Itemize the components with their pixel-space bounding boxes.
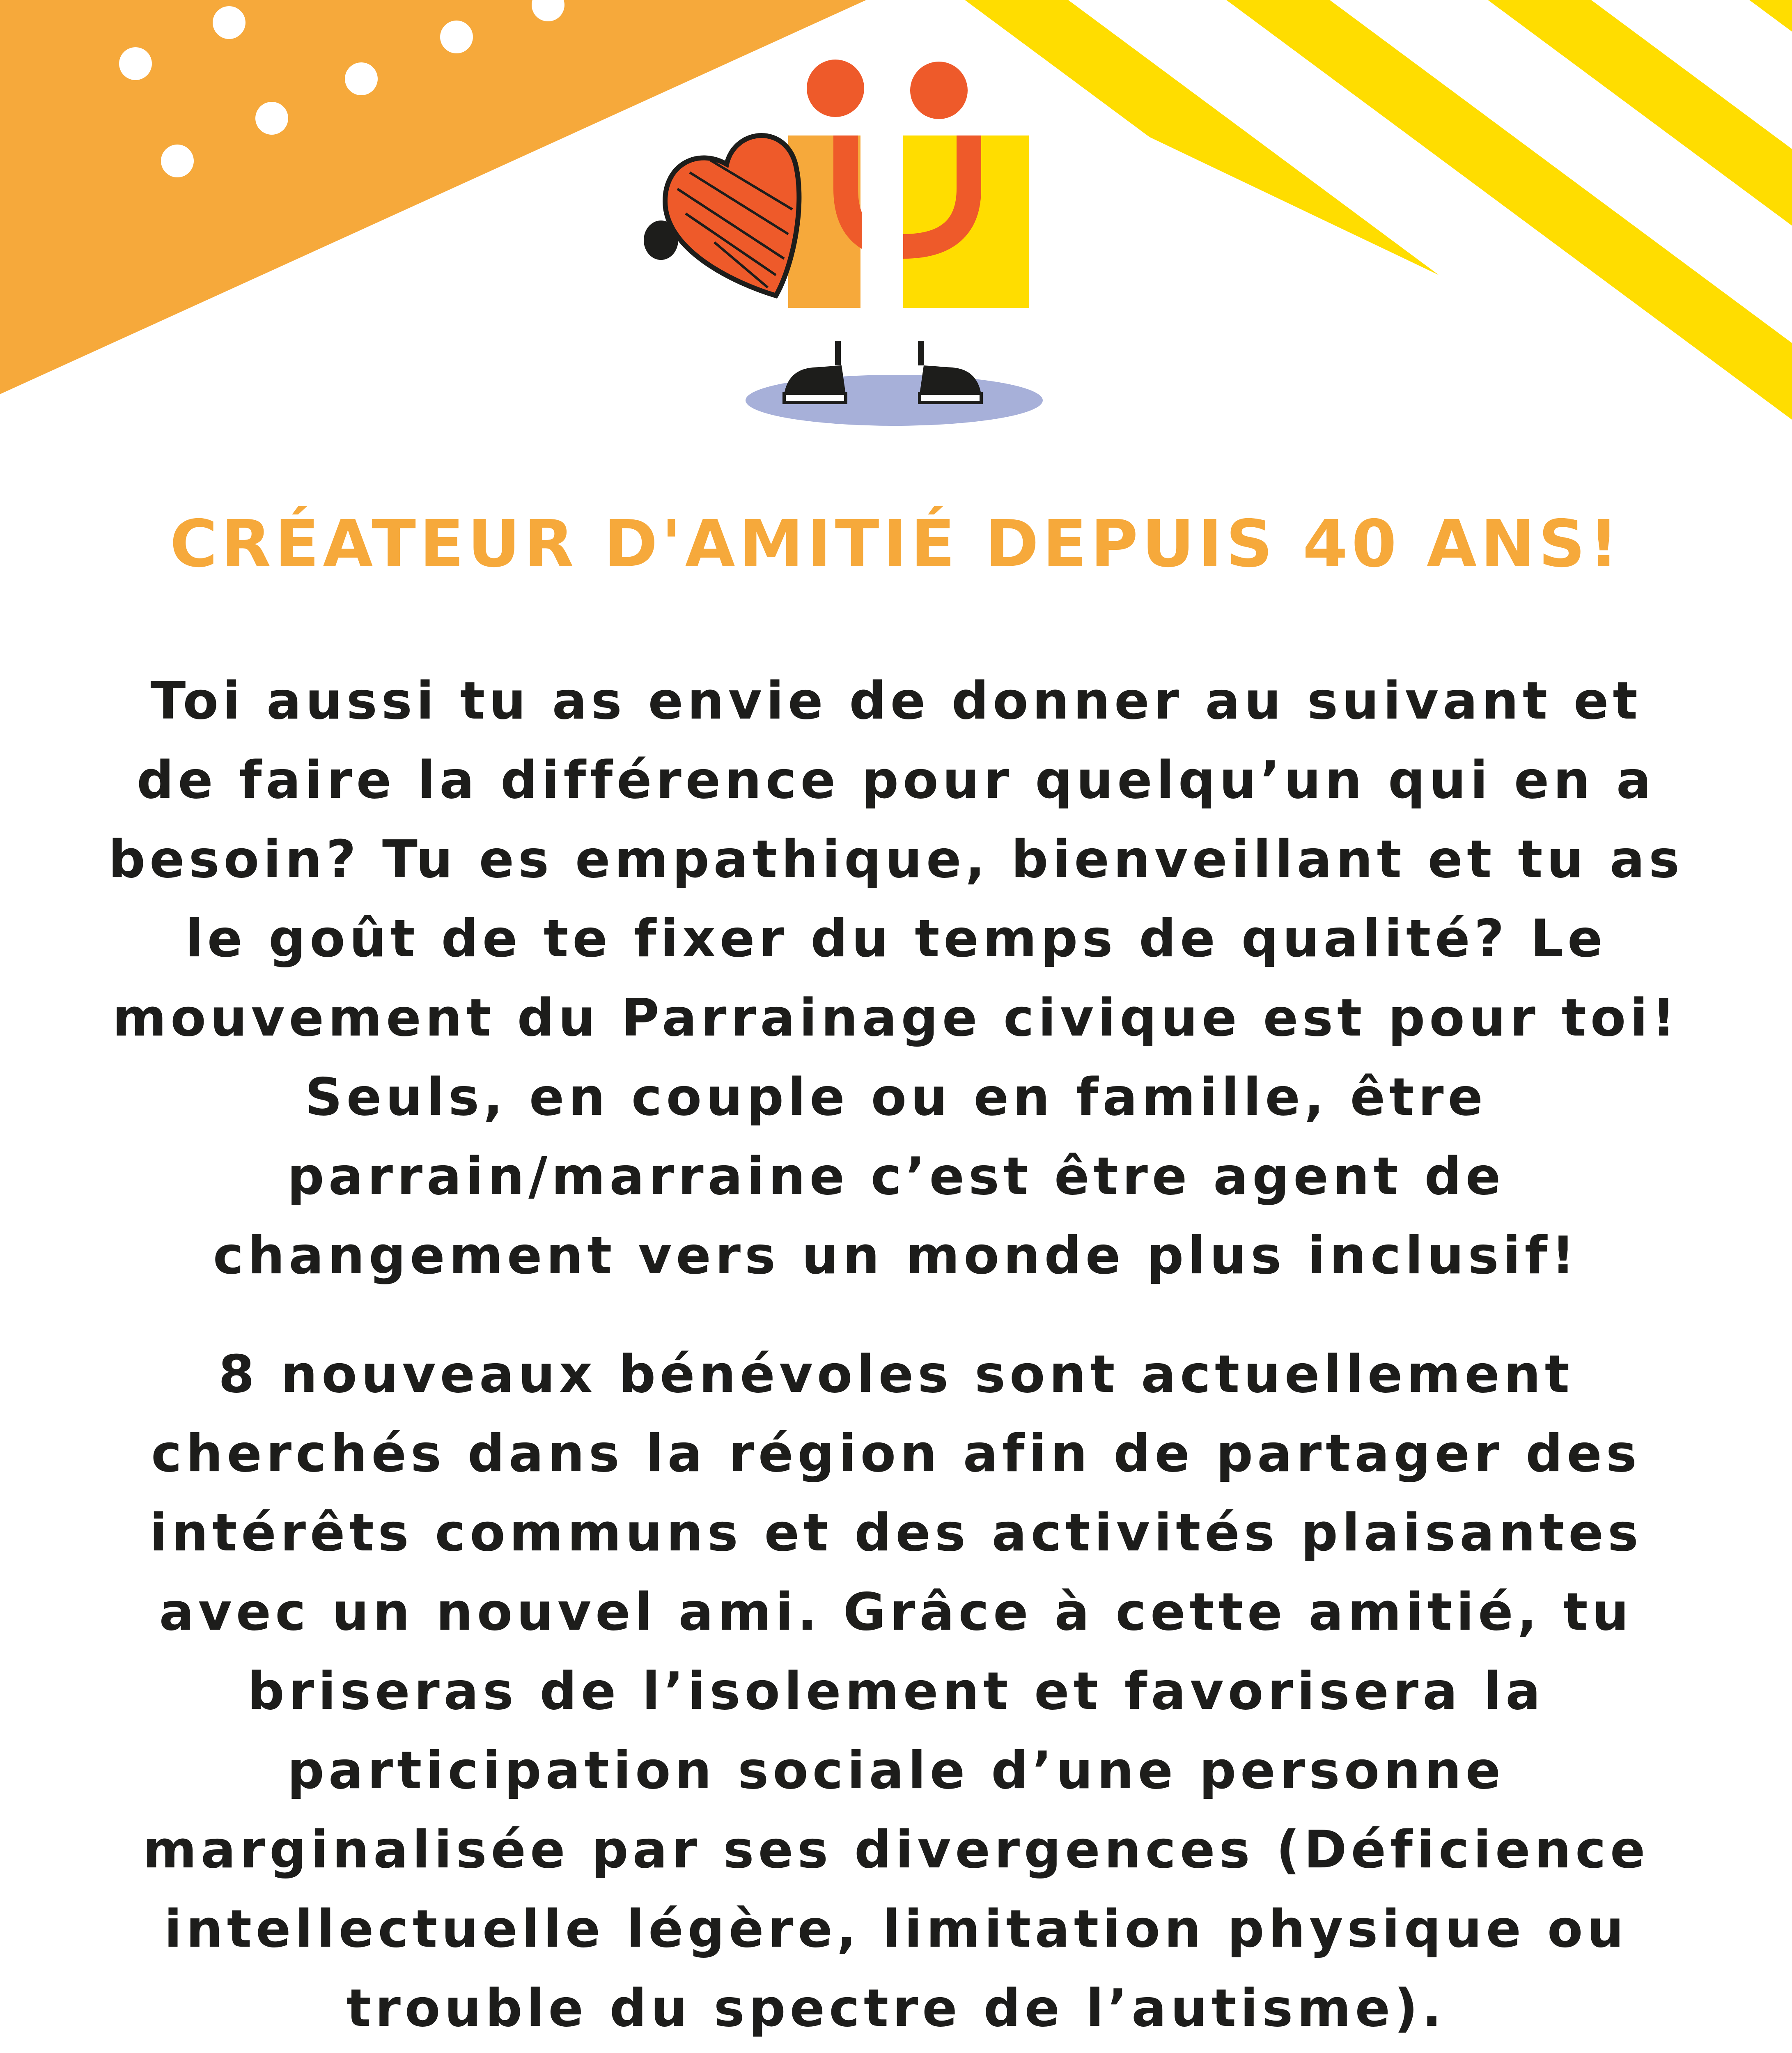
- head-left-icon: [807, 60, 864, 117]
- heart-icon: [665, 135, 799, 296]
- right-shoe-icon: [920, 365, 981, 394]
- intro-paragraph: Toi aussi tu as envie de donner au suivant et de faire la différence pour quelqu’un qui en a besoin? Tu es empathique, bienveillant et tu as le goût de te fixer du temps de qualité? Le mouvement du Parrainage civique est pour toi! Seuls, en couple ou en famille, être parrain/marraine c’est être agent de changement vers un monde plus inclusif!: [108, 671, 1684, 1286]
- left-shoe-icon: [784, 365, 846, 394]
- parrainage-civique-logo: [640, 53, 1059, 448]
- hand-icon: [644, 220, 678, 260]
- headline: CRÉATEUR D'AMITIÉ DEPUIS 40 ANS!: [170, 506, 1622, 582]
- head-right-icon: [910, 62, 968, 119]
- volunteers-paragraph: 8 nouveaux bénévoles sont actuellement cherchés dans la région afin de partager des intérêts communs et des activités plaisantes avec un nouvel ami. Grâce à cette amitié, tu briseras de l’isolement et favorisera la participation sociale d’une personne marginalisée par ses divergences (Déficience intellectuelle légère, limitation physique ou trouble du spectre de l’autisme).: [142, 1344, 1650, 2038]
